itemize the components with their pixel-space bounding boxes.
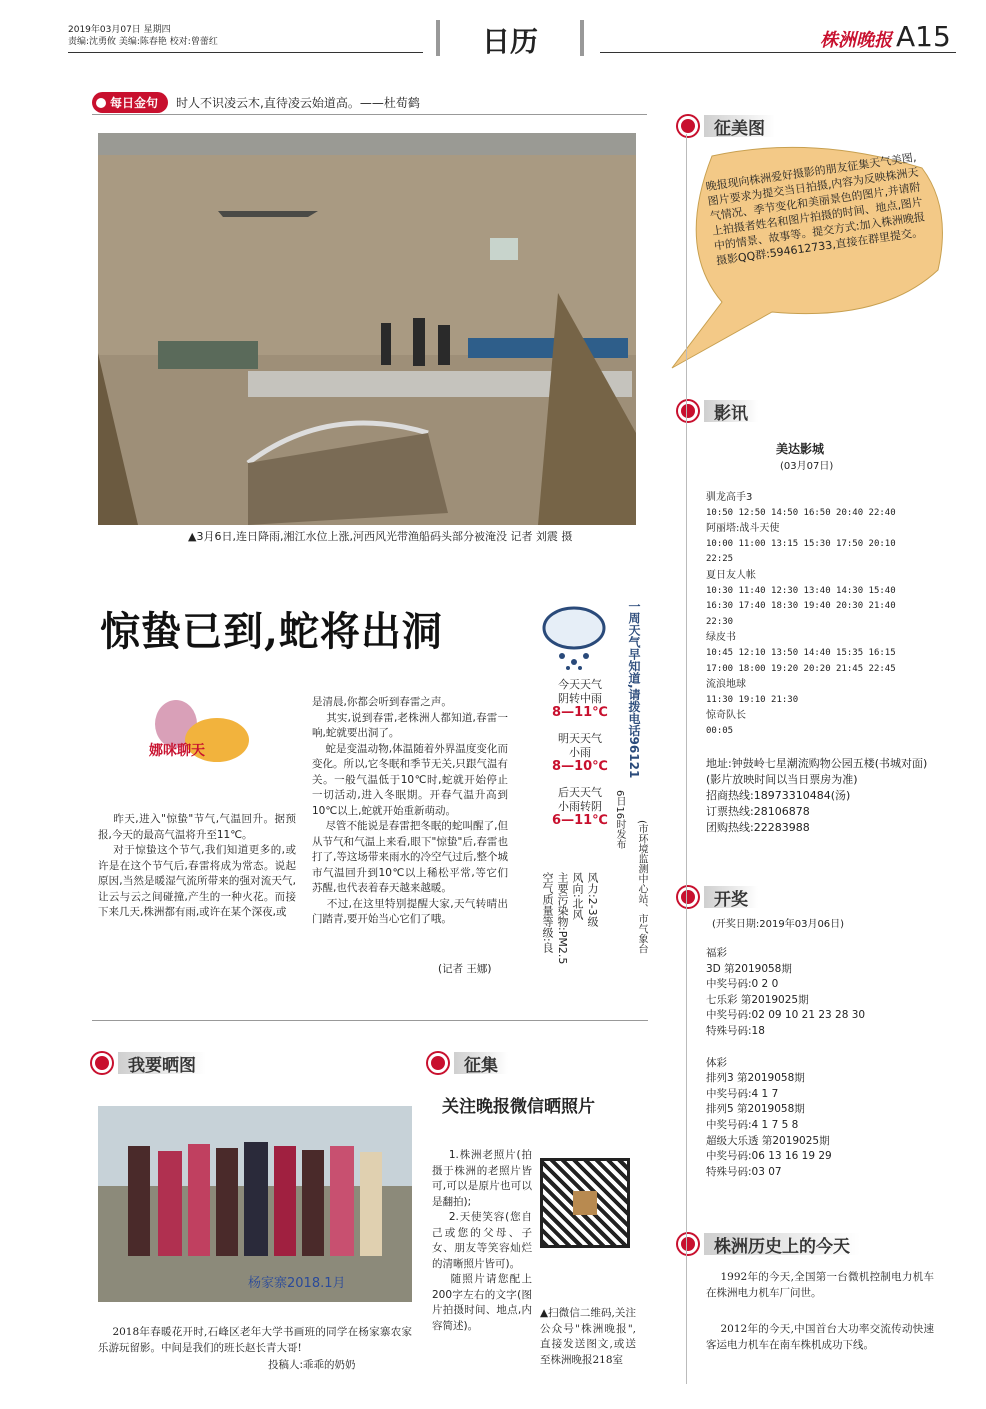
section-bullet-icon	[428, 1053, 448, 1073]
article-left-column: 昨天,进入"惊蛰"节气,气温回升。据预报,今天的最高气温将升至11℃。 对于惊蛰这个节气,我们知道更多的,或许是在这个节气后,春雷将成为常态。说起原因,当然是暖湿气流所带来的强对流天气,让云与云之间碰撞,产生的一种火花。而接下来几天,株洲都有雨,或许在某个深夜,或	[98, 813, 296, 918]
header-divider-2	[580, 20, 584, 56]
column-badge	[135, 700, 255, 780]
flood-photo-illustration	[98, 133, 636, 525]
brand-logo: 株洲晚报	[820, 30, 892, 51]
photo-call-title: 征美图	[704, 115, 775, 137]
header-rule-left	[68, 52, 423, 53]
weather-issue-time: 6日16时发布	[614, 790, 625, 850]
collect-title: 征集	[454, 1052, 508, 1074]
lottery-line: 七乐彩 第2019025期	[706, 993, 809, 1006]
film-list	[706, 490, 916, 740]
photo-call-bubble	[652, 138, 952, 376]
editors-line: 责编:沈勇攸 美编:陈春艳 校对:曾蕾红	[68, 37, 218, 47]
wind-force: 风力:2-3级	[586, 872, 599, 927]
film-name: 阿丽塔:战斗天使	[706, 523, 780, 535]
lottery-line: 排列3 第2019058期	[706, 1072, 805, 1085]
film-name: 流浪地球	[706, 679, 746, 691]
film-times: 10:00 11:00 13:15 15:30 17:50 20:10 22:25	[706, 538, 896, 565]
history-heading	[678, 1233, 860, 1255]
qr-caption: ▲扫微信二维码,关注公众号"株洲晚报",直接发送图文,或送至株洲晚报218室	[540, 1307, 636, 1366]
headline: 惊蛰已到,蛇将出洞	[100, 608, 443, 655]
section-bullet-icon	[92, 1053, 112, 1073]
after-temp: 6—11℃	[552, 813, 608, 828]
collect-heading	[428, 1052, 508, 1074]
film-times: 00:05	[706, 725, 734, 736]
tomorrow-label: 明天天气	[558, 732, 602, 745]
lottery-line: 中奖号码:4 1 7 5 8	[706, 1118, 799, 1131]
lottery-line: 中奖号码:06 13 16 19 29	[706, 1150, 832, 1163]
header-meta	[68, 24, 218, 48]
photo-call-text: 晚报现向株洲爱好摄影的朋友征集天气美图,图片要求为提交当日拍摄,内容为反映株洲天气情况、季节变化和美丽景色的图片,并请附上拍摄者姓名和图片拍摄的时间、地点,图片中的情景、故事等。提交方式:加入株洲晚报摄影QQ群:594612733,直接在群里提交。	[704, 150, 926, 268]
lottery-line: 中奖号码:02 09 10 21 23 28 30	[706, 1009, 866, 1022]
lottery-heading	[678, 886, 758, 908]
film-name: 绿皮书	[706, 632, 736, 644]
lottery-line: 3D 第2019058期	[706, 962, 792, 975]
flood-photo	[98, 133, 636, 525]
tomorrow-temp: 8—10℃	[552, 759, 608, 774]
lottery-line: 中奖号码:4 1 7	[706, 1087, 779, 1100]
section-bullet-icon	[678, 887, 698, 907]
lottery-line: 特殊号码:03 07	[706, 1165, 782, 1178]
quote-text: 时人不识凌云木,直待凌云始道高。——杜荀鹤	[176, 96, 420, 110]
today-temp: 8—11℃	[552, 705, 608, 720]
page-number: A15	[896, 20, 951, 53]
film-times: 10:30 11:40 12:30 13:40 14:30 15:40 16:30 17:40 18:30 19:40 20:30 21:40 22:30	[706, 585, 896, 627]
lottery-line: 特殊号码:18	[706, 1024, 765, 1037]
weather-forecast	[540, 678, 620, 828]
tomorrow-condition: 小雨	[569, 746, 591, 759]
air-quality: 空气质量等级:良	[541, 872, 554, 953]
history-item-1992: 1992年的今天,全国第一台微机控制电力机车在株洲电力机车厂问世。	[706, 1271, 935, 1299]
film-name: 惊奇队长	[706, 710, 746, 722]
wechat-qr-code[interactable]	[540, 1158, 630, 1248]
history-item-2012: 2012年的今天,中国首台大功率交流传动快速客运电力机车在南车株机成功下线。	[706, 1323, 935, 1351]
collect-subtitle: 关注晚报微信晒照片	[442, 1097, 595, 1117]
quote-badge-label: 每日金句	[110, 96, 159, 110]
lottery-line: 中奖号码:0 2 0	[706, 978, 779, 991]
top-photo-caption: ▲3月6日,连日降雨,湘江水位上涨,河西风光带渔船码头部分被淹没 记者 刘震 摄	[188, 530, 573, 543]
main-pollutant: 主要污染物:PM2.5	[556, 872, 569, 965]
lottery-line: 排列5 第2019058期	[706, 1103, 805, 1116]
lottery-date: (开奖日期:2019年03月06日)	[712, 919, 845, 930]
article-right-column: 是清晨,你都会听到春雷之声。 其实,说到春雷,老株洲人都知道,春雷一响,蛇就要出洞了。 蛇是变温动物,体温随着外界温度变化而变化。所以,它冬眠和季节无关,只跟气温有关。一般气温低于10℃时,蛇就开始停止一切活动,进入冬眠期。开春气温升高到10℃以上,蛇就开始重新萌动。 尽管不能说是春雷把冬眠的蛇叫醒了,但从节气和气温上来看,眼下"惊蛰"后,春雷也打了,等这场带来雨水的冷空气过后,整个城市气温回升到10℃以上稀松平常,等它们苏醒,也代表着春天越来越暖。 不过,在这里特别提醒大家,天气转晴出门踏青,要开始当心它们了哦。	[312, 696, 508, 925]
weather-hotline-title: 一周天气早知道,请拨电话96121	[627, 600, 641, 779]
section-bullet-icon	[678, 116, 698, 136]
lottery-sports: 体彩	[706, 1056, 727, 1069]
cinema-hotline-booking: 订票热线:28106878	[706, 805, 810, 818]
collect-text: 1.株洲老照片(拍摄于株洲的老照片皆可,可以是原片也可以是翻拍); 2.天使笑容(您自己或您的父母、子女、朋友等笑容灿烂的清晰照片皆可)。 随照片请您配上200字左右的文字(图片拍摄时间、地点,内容简述)。	[432, 1149, 532, 1332]
film-times: 11:30 19:10 21:30	[706, 694, 799, 705]
cinema-date: (03月07日)	[780, 461, 834, 472]
film-name: 驯龙高手3	[706, 492, 753, 503]
group-photo-caption: 2018年春暖花开时,石峰区老年大学书画班的同学在杨家寨农家乐游玩留影。中间是我们的班长赵长青大哥!	[98, 1326, 412, 1354]
lottery-results	[706, 946, 926, 1180]
show-photo-heading	[92, 1052, 206, 1074]
film-times: 10:50 12:50 14:50 16:50 20:40 22:40	[706, 507, 896, 518]
cinema-venue: 美达影城	[776, 442, 825, 456]
film-name: 夏日友人帐	[706, 569, 756, 581]
article-byline: (记者 王娜)	[438, 963, 492, 975]
bullet-icon	[96, 98, 106, 108]
lottery-line: 超级大乐透 第2019025期	[706, 1134, 830, 1147]
photo-watermark: 杨家寨2018.1月	[248, 1276, 346, 1291]
right-column-rule	[686, 134, 687, 1384]
wind-direction: 风向:北风	[571, 872, 584, 920]
mid-rule	[92, 1020, 648, 1021]
cinema-address: 地址:钟鼓岭七星潮流购物公园五楼(书城对面)	[706, 757, 928, 770]
film-times: 10:45 12:10 13:50 14:40 15:35 16:15 17:00 18:00 19:20 20:20 21:45 22:45	[706, 647, 896, 674]
cinema-title: 影讯	[704, 400, 758, 422]
group-photo-contributor: 投稿人:乖乖的奶奶	[268, 1359, 356, 1371]
cinema-heading	[678, 400, 758, 422]
weather-rain-icon	[540, 598, 608, 670]
photo-call-heading	[678, 115, 775, 137]
header-divider	[436, 20, 440, 56]
weather-air-info	[540, 872, 600, 992]
section-title: 日历	[482, 25, 539, 58]
history-title: 株洲历史上的今天	[704, 1233, 860, 1255]
group-photo	[98, 1106, 412, 1302]
qr-logo-icon	[573, 1191, 597, 1215]
cinema-hotline-group: 团购热线:22283988	[706, 821, 810, 834]
show-photo-title: 我要晒图	[118, 1052, 206, 1074]
today-condition: 阴转中雨	[558, 692, 602, 705]
section-bullet-icon	[678, 401, 698, 421]
after-condition: 小雨转阴	[558, 800, 602, 813]
lottery-welfare: 福彩	[706, 947, 727, 959]
quote-bar	[92, 92, 420, 113]
after-label: 后天天气	[558, 786, 602, 799]
today-label: 今天天气	[558, 678, 602, 691]
quote-badge	[92, 92, 168, 113]
section-bullet-icon	[678, 1234, 698, 1254]
column-name: 娜咪聊天	[149, 743, 205, 759]
date-line: 2019年03月07日 星期四	[68, 25, 171, 35]
cinema-note: (影片放映时间以当日票房为准)	[706, 773, 858, 786]
cinema-contact	[706, 756, 928, 836]
lottery-title: 开奖	[704, 886, 758, 908]
quote-rule	[92, 114, 647, 115]
cinema-hotline-business: 招商热线:18973310484(汤)	[706, 789, 851, 802]
weather-source: (市环境监测中心站、市气象台	[636, 820, 647, 954]
